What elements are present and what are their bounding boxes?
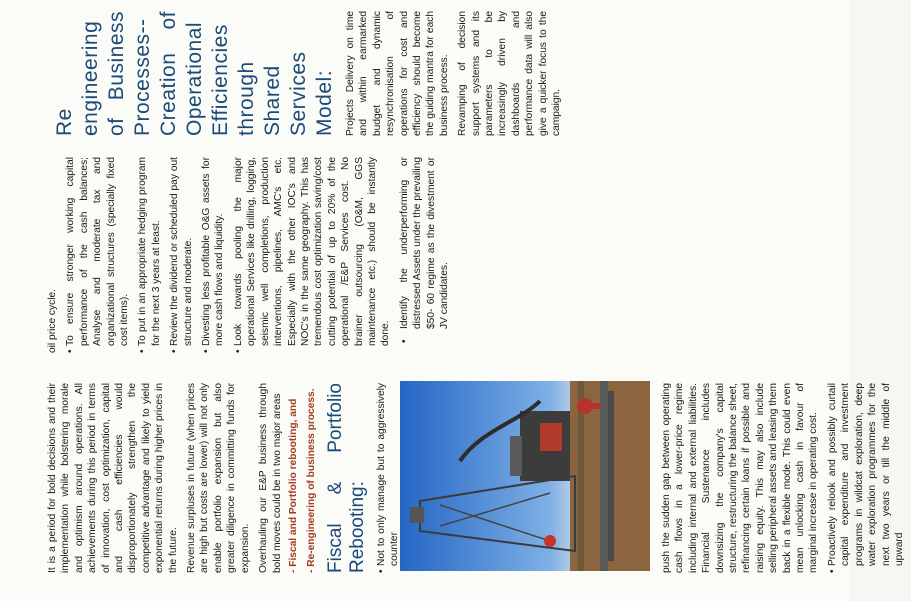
- bullet-text: To put in an appropriate hedging program for the next 3 years at least.: [137, 157, 162, 346]
- bullet-item: [375, 383, 402, 573]
- column-2: [46, 157, 456, 353]
- bullet-text: Proactively relook and possibly curtail capital expenditure and investment programs in wildcat exploration, deep water exploration programmes for the next two years or till the middle of upward: [826, 383, 905, 566]
- bullet-icon: •: [137, 349, 149, 353]
- section-heading-fiscal: Fiscal & Portfolio Rebooting:: [324, 383, 368, 573]
- bullet-icon: •: [375, 569, 387, 573]
- bullet-text: To ensure stronger working capital performance of the cash balances; Analyse and moderate tax and organizational structures (specially fixed cost items).: [65, 157, 131, 346]
- bullet-item: [168, 157, 195, 353]
- paragraph: Overhauling our E&P business through bold moves could be in two major areas: [258, 383, 283, 573]
- focus-area-1: - Fiscal and Portfolio rebooting, and: [287, 398, 299, 573]
- bullet-icon: •: [826, 569, 838, 573]
- bullet-icon: •: [398, 339, 410, 343]
- bullet-item: [826, 383, 906, 573]
- bullet-item: [64, 157, 131, 353]
- paragraph: It is a period for bold decisions and their implementation while bolstering morale and optimism around operations. All achievements during this period in terms of innovation, cost optimization, capital and cash efficiencies would disproportionately strengthen the competitive advantage and likely to yield exponential returns during higher prices in the future.: [47, 383, 179, 573]
- bullet-item: [232, 157, 393, 353]
- column-1: [46, 383, 407, 573]
- paragraph: push the sudden gap between operating cash flows in a lower-price regime including internal and external liabilities. Financial Sustenance includes downsizing the company's capital structure, restructuring the balance sheet, refinancing certain loans if possible and raising equity. This may also include selling peripheral assets and leasing them back in a flexible mode. This could even mean unlocking cash in favour of marginal increase in operating cost.: [661, 383, 820, 573]
- drilling-rig-photo: [400, 381, 650, 571]
- paragraph: Revamping of decision support systems and its parameters to be increasingly driven by dashboards and performance data will also give a quicker focus to the campaign.: [457, 11, 563, 136]
- bullet-icon: •: [169, 349, 181, 353]
- focus-area-2: - Re-engineering of business process.: [306, 388, 318, 573]
- bullet-icon: •: [201, 349, 213, 353]
- section-heading-reengineering: Re engineering of Business Processes-- Creation of Operational Efficiencies through Shared Services Model:: [53, 11, 336, 136]
- bullet-item: [200, 157, 227, 353]
- column-1-continued: [660, 383, 911, 573]
- bullet-item: [398, 157, 452, 347]
- paragraph: Revenue surpluses in future (when prices are high but costs are lower) will not only enable portfolio expansion but also greater diligence in committing funds for expansion.: [186, 383, 251, 573]
- bullet-text: Look towards pooling the major operational Services like drilling, logging, seismic well completions, production interventions, pipelines, AMC's etc. Especially with the other IOC's and NOC's in the same geography. This has tremendous cost optimization saving/cost cutting potential of up to 20% of the operational /E&P Services cost. No brainer outsourcing (O&M, GGS maintenance etc.) should be instantly done.: [232, 157, 392, 346]
- bullet-text: Not to only manage but to aggressively counter: [375, 383, 401, 566]
- bullet-text: Divesting less profitable O&G assets for more cash flows and liquidity.: [201, 157, 226, 346]
- bullet-text: Identify the underperforming or distressed Assets under the prevailing $50- 60 regime as the divestment or JV candidates.: [398, 157, 450, 329]
- column-3: [46, 11, 569, 136]
- paragraph: oil price cycle.: [47, 289, 58, 353]
- bullet-icon: •: [65, 349, 77, 353]
- bullet-item: [136, 157, 163, 353]
- bullet-icon: •: [232, 349, 244, 353]
- paragraph: Projects Delivery on time and within earmarked budget and dynamic resynchronisation of operations for cost and efficiency should become the guiding mantra for each business process.: [345, 11, 450, 136]
- bullet-text: Review the dividend or scheduled pay out structure and moderate.: [169, 157, 194, 346]
